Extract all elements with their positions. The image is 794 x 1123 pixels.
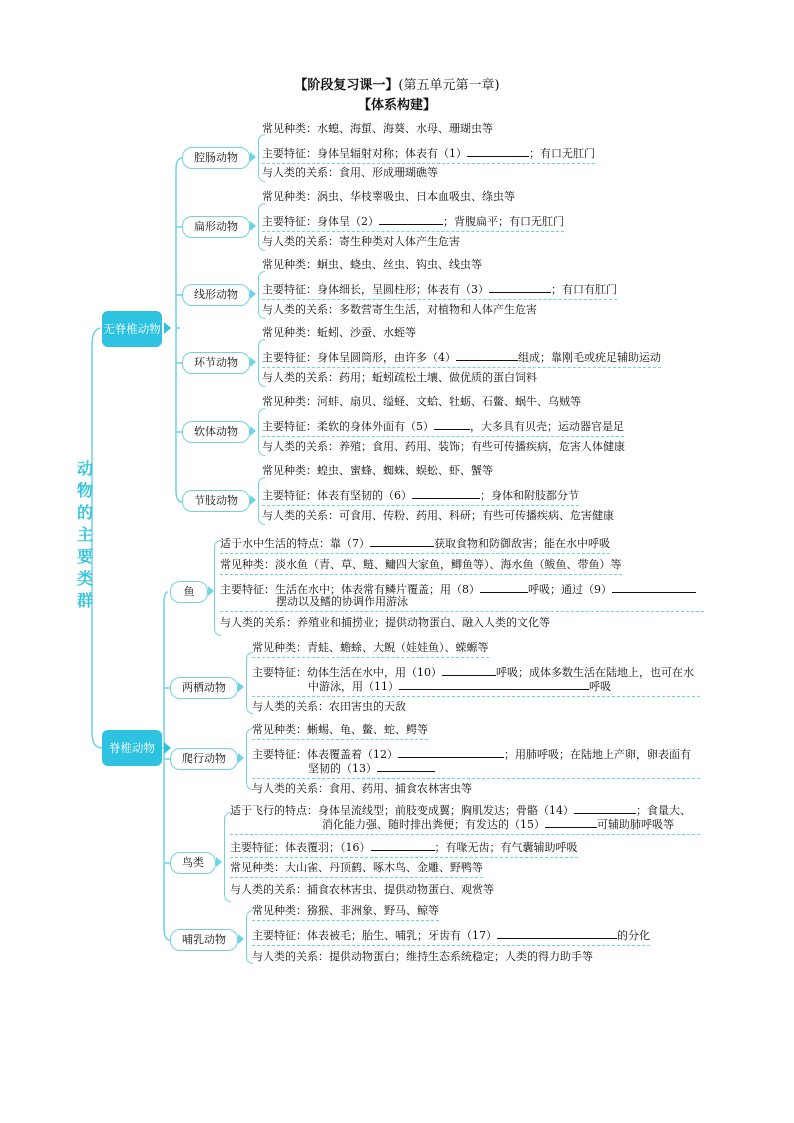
text-part: 组成；靠刚毛或疣足辅助运动 xyxy=(518,351,661,364)
node-mollusk: 软体动物 xyxy=(182,421,250,443)
annelid-feature xyxy=(262,349,661,368)
group-vertebrate: 脊椎动物 xyxy=(102,730,162,766)
arrow-right-icon xyxy=(238,682,244,692)
fish-species: 常见种类：淡水鱼（青、草、鲢、鳙四大家鱼，鲫鱼等）、海水鱼（鲅鱼、带鱼）等 xyxy=(220,558,622,575)
arrow-right-icon xyxy=(216,857,222,867)
text-part: ；食量大、 xyxy=(636,804,691,817)
answer-blank xyxy=(467,145,529,157)
flatworm-species: 常见种类：涡虫、华枝睾吸虫、日本血吸虫、绦虫等 xyxy=(262,190,515,203)
text-part: 中游泳，用（11） xyxy=(308,680,399,693)
text-part: 呼吸；通过（9） xyxy=(528,583,612,596)
text-part: 主要特征：身体呈辐射对称；体表有（1） xyxy=(262,147,467,160)
text-part: 主要特征：体表被毛；胎生、哺乳；牙齿有（17） xyxy=(252,929,497,942)
answer-blank xyxy=(370,535,434,547)
arrow-right-icon xyxy=(164,322,171,334)
node-coelenterate: 腔肠动物 xyxy=(182,147,250,169)
vertical-title-char: 的 xyxy=(76,503,93,522)
answer-blank xyxy=(412,487,480,499)
arrow-right-icon xyxy=(164,742,171,754)
vertical-title-char: 群 xyxy=(76,591,93,610)
answer-blank xyxy=(371,839,435,851)
text-part: ；有口有肛门 xyxy=(551,283,617,296)
vertical-title-char: 要 xyxy=(76,547,93,566)
reptile-relation: 与人类的关系：食用、药用、捕食农林害虫等 xyxy=(252,782,472,795)
text-part: 的分化 xyxy=(617,929,650,942)
arrow-right-icon xyxy=(238,753,244,763)
text-part: 主要特征：幼体生活在水中，用（10） xyxy=(252,666,442,679)
text-part: ，大多具有贝壳；运动器官是足 xyxy=(470,420,624,433)
arthropod-relation: 与人类的关系：可食用、传粉、药用、科研；有些可传播疾病、危害健康 xyxy=(262,509,614,522)
text-part: 坚韧的（13） xyxy=(308,762,377,775)
text-part: 主要特征：身体细长，呈圆柱形；体表有（3） xyxy=(262,283,489,296)
arthropod-species: 常见种类：蝗虫、蜜蜂、蜘蛛、蜈蚣、虾、蟹等 xyxy=(262,464,493,477)
title-bold: 【阶段复习课一】 xyxy=(294,78,399,93)
title-rest: (第五单元第一章) xyxy=(398,78,500,93)
text-part: 主要特征：体表覆盖着（12） xyxy=(252,748,398,761)
coelenterate-species: 常见种类：水螅、海蜇、海葵、水母、珊瑚虫等 xyxy=(262,122,493,135)
mollusk-species: 常见种类：河蚌、扇贝、缢蛏、文蛤、牡蛎、石鳖、蜗牛、乌贼等 xyxy=(262,395,581,408)
bird-adaptation-cont xyxy=(230,816,700,835)
section-subtitle: 【体系构建】 xyxy=(357,98,436,113)
coelenterate-feature xyxy=(262,145,595,164)
reptile-species: 常见种类：蜥蜴、龟、鳖、蛇、鳄等 xyxy=(252,723,428,740)
arrow-right-icon xyxy=(250,426,256,436)
answer-blank xyxy=(399,678,589,690)
fish-feature-cont: 摆动以及鳍的协调作用游泳 xyxy=(220,595,704,612)
arrow-right-icon xyxy=(250,152,256,162)
text-part: 呼吸 xyxy=(589,680,611,693)
text-part: ；身体和附肢都分节 xyxy=(480,489,579,502)
text-part: ；有口无肛门 xyxy=(529,147,595,160)
vertical-title xyxy=(74,458,96,612)
text-part: 主要特征：身体呈（2） xyxy=(262,215,379,228)
group-invertebrate: 无脊椎动物 xyxy=(102,311,162,347)
arrow-right-icon xyxy=(250,289,256,299)
vertical-title-char: 物 xyxy=(76,481,93,500)
text-part: ；背腹扁平；有口无肛门 xyxy=(443,215,564,228)
arrow-right-icon xyxy=(250,221,256,231)
node-flatworm: 扁形动物 xyxy=(182,216,250,238)
arrow-right-icon xyxy=(250,495,256,505)
answer-blank xyxy=(545,816,597,828)
vertical-title-char: 类 xyxy=(76,569,93,588)
text-part: 呼吸；成体多数生活在陆地上，也可在水 xyxy=(496,666,694,679)
mammal-species: 常见种类：猕猴、非洲象、野马、鲸等 xyxy=(252,904,439,921)
mollusk-relation: 与人类的关系：养殖；食用、药用、装饰；有些可传播疾病，危害人体健康 xyxy=(262,440,625,453)
text-part: 主要特征：生活在水中；体表常有鳞片覆盖；用（8） xyxy=(220,583,480,596)
coelenterate-relation: 与人类的关系：食用、形成珊瑚礁等 xyxy=(262,166,438,179)
answer-blank xyxy=(398,746,504,758)
text-part: 主要特征：柔软的身体外面有（5） xyxy=(262,420,434,433)
annelid-species: 常见种类：蚯蚓、沙蚕、水蛭等 xyxy=(262,326,416,339)
answer-blank xyxy=(379,213,443,225)
answer-blank xyxy=(489,281,551,293)
arthropod-feature xyxy=(262,487,579,506)
node-amphibian: 两栖动物 xyxy=(170,677,238,699)
bird-feature xyxy=(230,839,578,858)
nematode-species: 常见种类：蛔虫、蛲虫、丝虫、钩虫、线虫等 xyxy=(262,258,482,271)
reptile-feature-cont xyxy=(252,760,700,779)
node-arthropod: 节肢动物 xyxy=(182,490,250,512)
flatworm-feature xyxy=(262,213,564,232)
node-mammal: 哺乳动物 xyxy=(170,929,238,951)
text-part: 适于水中生活的特点：靠（7） xyxy=(220,537,370,550)
text-part: 主要特征：身体呈圆筒形，由许多（4） xyxy=(262,351,456,364)
text-part: 主要特征：体表有坚韧的（6） xyxy=(262,489,412,502)
answer-blank xyxy=(434,418,470,430)
node-reptile: 爬行动物 xyxy=(170,748,238,770)
node-fish: 鱼 xyxy=(170,581,208,603)
mammal-feature xyxy=(252,927,650,946)
mammal-relation: 与人类的关系：提供动物蛋白；维持生态系统稳定；人类的得力助手等 xyxy=(252,950,593,963)
vertical-title-char: 主 xyxy=(76,525,93,544)
text-part: 适于飞行的特点：身体呈流线型；前肢变成翼；胸肌发达；骨骼（14） xyxy=(230,804,574,817)
bird-species: 常见种类：大山雀、丹顶鹤、啄木鸟、金雕、野鸭等 xyxy=(230,861,483,878)
answer-blank xyxy=(480,581,528,593)
answer-blank xyxy=(377,760,435,772)
amphibian-feature-cont xyxy=(252,678,700,697)
node-annelid: 环节动物 xyxy=(182,352,250,374)
text-part: 获取食物和防御敌害；能在水中呼吸 xyxy=(434,537,610,550)
mollusk-feature xyxy=(262,418,624,437)
page-title xyxy=(0,78,794,94)
answer-blank xyxy=(574,802,636,814)
node-nematode: 线形动物 xyxy=(182,284,250,306)
arrow-right-icon xyxy=(250,357,256,367)
answer-blank xyxy=(442,664,496,676)
text-part: 可辅助肺呼吸等 xyxy=(597,818,674,831)
nematode-relation: 与人类的关系：多数营寄生生活，对植物和人体产生危害 xyxy=(262,303,537,316)
fish-relation: 与人类的关系：养殖业和捕捞业；提供动物蛋白、融入人类的文化等 xyxy=(220,616,550,629)
bird-relation: 与人类的关系：捕食农林害虫、提供动物蛋白、观赏等 xyxy=(230,883,494,896)
node-bird: 鸟类 xyxy=(170,852,216,874)
fish-adaptation xyxy=(220,535,610,554)
answer-blank xyxy=(612,581,696,593)
text-part: 消化能力强、随时排出粪便；有发达的（15） xyxy=(322,818,545,831)
text-part: ；用肺呼吸；在陆地上产卵，卵表面有 xyxy=(504,748,691,761)
annelid-relation: 与人类的关系：药用；蚯蚓疏松土壤、做优质的蛋白饲料 xyxy=(262,371,537,384)
amphibian-species: 常见种类：青蛙、蟾蜍、大鲵（娃娃鱼）、蝾螈等 xyxy=(252,641,489,658)
answer-blank xyxy=(497,927,617,939)
vertical-title-char: 动 xyxy=(76,459,93,478)
nematode-feature xyxy=(262,281,617,300)
text-part: ；有喙无齿；有气囊辅助呼吸 xyxy=(434,841,578,854)
flatworm-relation: 与人类的关系：寄生种类对人体产生危害 xyxy=(262,235,460,248)
text-part: 主要特征：体表覆羽；（16） xyxy=(230,841,371,854)
arrow-right-icon xyxy=(238,934,244,944)
amphibian-relation: 与人类的关系：农田害虫的天敌 xyxy=(252,700,406,713)
answer-blank xyxy=(456,349,518,361)
